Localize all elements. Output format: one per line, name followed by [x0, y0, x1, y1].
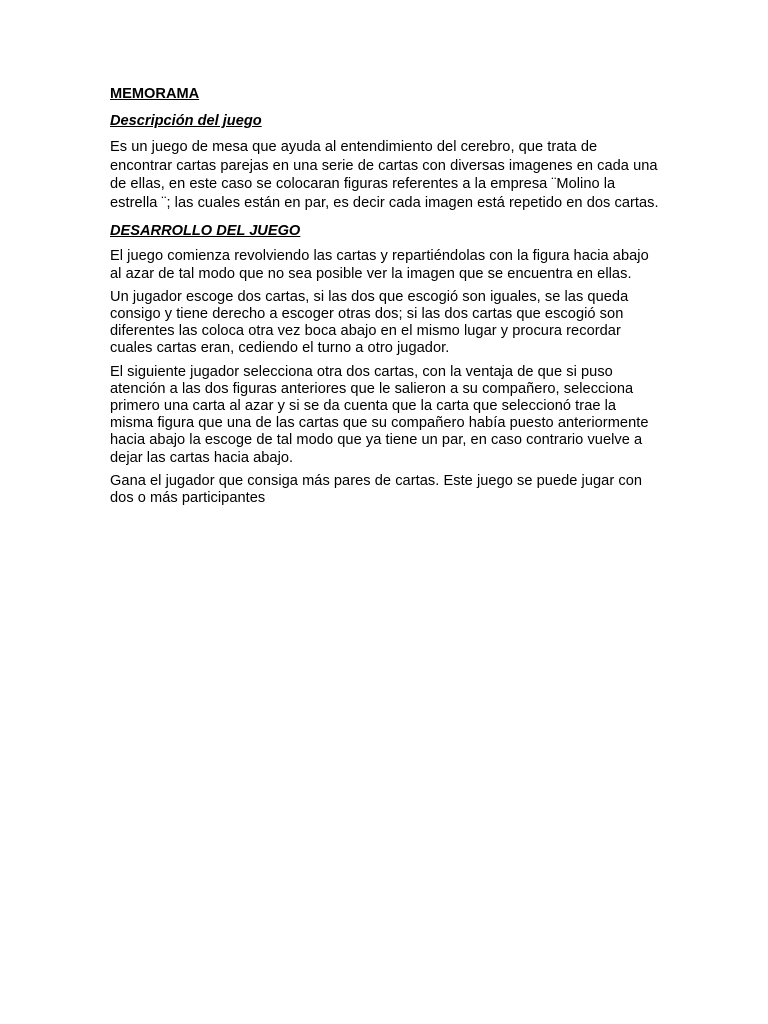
- document-title: MEMORAMA: [110, 86, 200, 102]
- description-paragraph: Es un juego de mesa que ayuda al entendimiento del cerebro, que trata de encontrar cartas parejas en una serie de cartas con diversas imagenes en cada una de ellas, en este caso se colocaran figuras referentes a la empresa ¨Molino la estrella ¨; las cuales están en par, es decir cada imagen está repetido en dos cartas.: [110, 139, 659, 211]
- document-page: [110, 85, 660, 513]
- development-paragraph-1: El juego comienza revolviendo las cartas y repartiéndolas con la figura hacia abajo al azar de tal modo que no sea posible ver la imagen que se encuentra en ellas.: [110, 248, 649, 282]
- description-heading: Descripción del juego: [110, 113, 262, 129]
- development-paragraph-4: Gana el jugador que consiga más pares de cartas. Este juego se puede jugar con dos o más participantes: [110, 472, 643, 507]
- development-heading: DESARROLLO DEL JUEGO: [110, 223, 301, 240]
- development-paragraph-3: El siguiente jugador selecciona otra dos cartas, con la ventaja de que si puso atención a las dos figuras anteriores que le salieron a su compañero, selecciona primero una carta al azar y si se da cuenta que la carta que seleccionó trae la misma figura que una de las cartas que su compañero había puesto anteriormente hacia abajo la escoge de tal modo que ya tiene un par, en caso contrario vuelve a dejar las cartas hacia abajo.: [110, 363, 649, 466]
- development-paragraph-2: Un jugador escoge dos cartas, si las dos que escogió son iguales, se las queda consigo y tiene derecho a escoger otras dos; si las dos cartas que escogió son diferentes las coloca otra vez boca abajo en el mismo lugar y procura recordar cuales cartas eran, cediendo el turno a otro jugador.: [110, 288, 629, 357]
